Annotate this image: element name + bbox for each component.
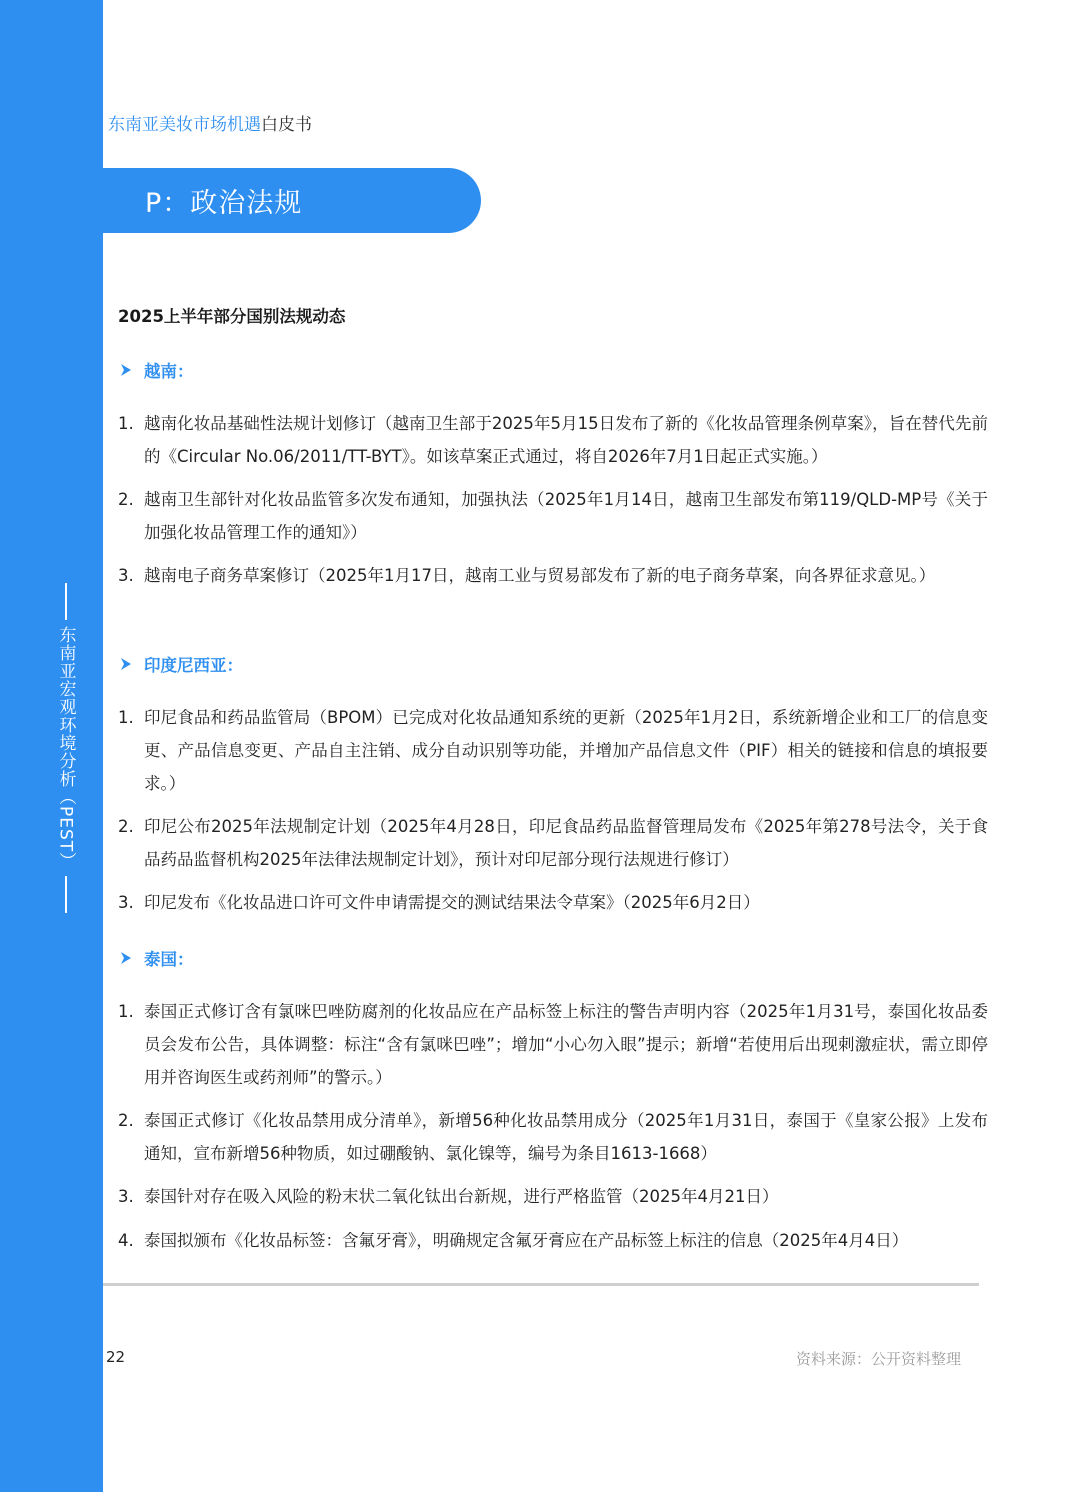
sidebar-line-bottom (65, 876, 67, 913)
arrow-right-icon (118, 950, 134, 966)
list-item-text: 印尼公布2025年法规制定计划（2025年4月28日，印尼食品药品监督管理局发布《2025年第278号法令，关于食品药品监督机构2025年法律法规制定计划》，预计对印尼部分现行法规进行修订） (144, 817, 988, 869)
list-item-text: 越南化妆品基础性法规计划修订（越南卫生部于2025年5月15日发布了新的《化妆品管理条例草案》，旨在替代先前的《Circular No.06/2011/TT-BYT》。如该草案正式通过，将自2026年7月1日起正式实施。） (144, 414, 988, 466)
list-item-text: 泰国正式修订含有氯咪巴唑防腐剂的化妆品应在产品标签上标注的警告声明内容（2025年1月31号，泰国化妆品委员会发布公告，具体调整：标注“含有氯咪巴唑”；增加“小心勿入眼”提示；新增“若使用后出现刺激症状，需立即停用并咨询医生或药剂师”的警示。） (144, 1002, 988, 1087)
sidebar-chapter-label (48, 583, 84, 913)
page-number: 22 (106, 1348, 126, 1366)
list-item-number: 1. (118, 414, 134, 433)
list-item-text: 泰国正式修订《化妆品禁用成分清单》，新增56种化妆品禁用成分（2025年1月31日，泰国于《皇家公报》上发布通知，宣布新增56种物质，如过硼酸钠、氯化镍等，编号为条目1613-1668） (144, 1111, 988, 1163)
country-heading-vietnam (118, 358, 194, 382)
list-item-text: 印尼食品和药品监管局（BPOM）已完成对化妆品通知系统的更新（2025年1月2日，系统新增企业和工厂的信息变更、产品信息变更、产品自主注销、成分自动识别等功能，并增加产品信息文件（PIF）相关的链接和信息的填报要求。） (144, 708, 988, 793)
list-item-text: 泰国拟颁布《化妆品标签：含氟牙膏》，明确规定含氟牙膏应在产品标签上标注的信息（2025年4月4日） (144, 1231, 909, 1250)
list-item (118, 810, 988, 876)
content-title: 2025上半年部分国别法规动态 (118, 307, 346, 326)
sidebar-line-top (65, 583, 67, 620)
country-heading-thailand (118, 946, 194, 970)
arrow-right-icon (118, 362, 134, 378)
list-item (118, 559, 988, 592)
list-item-number: 2. (118, 490, 134, 509)
list-item-text: 泰国针对存在吸入风险的粉末状二氧化钛出台新规，进行严格监管（2025年4月21日） (144, 1187, 779, 1206)
footer-divider (103, 1283, 979, 1286)
list-item-number: 1. (118, 1002, 134, 1021)
list-item (118, 483, 988, 549)
list-item-number: 1. (118, 708, 134, 727)
country-name: 越南： (144, 362, 194, 381)
section-banner (103, 168, 481, 233)
country-name: 印度尼西亚： (144, 656, 243, 675)
list-item-text: 越南卫生部针对化妆品监管多次发布通知，加强执法（2025年1月14日，越南卫生部发布第119/QLD-MP号《关于加强化妆品管理工作的通知》） (144, 490, 988, 542)
list-item-number: 4. (118, 1231, 134, 1250)
list-item-number: 2. (118, 817, 134, 836)
section-title: P：政治法规 (145, 188, 303, 219)
list-item (118, 1180, 988, 1213)
list-item (118, 1224, 988, 1257)
country-name: 泰国： (144, 950, 194, 969)
list-item (118, 995, 988, 1094)
list-item-number: 3. (118, 893, 134, 912)
list-item-number: 2. (118, 1111, 134, 1130)
sidebar-chapter-text: 东南亚宏观环境分析（PEST） (55, 625, 76, 871)
list-item (118, 701, 988, 800)
source-note: 资料来源：公开资料整理 (796, 1350, 962, 1368)
list-item (118, 1104, 988, 1170)
list-item-number: 3. (118, 1187, 134, 1206)
arrow-right-icon (118, 656, 134, 672)
country-heading-indonesia (118, 652, 243, 676)
list-item (118, 407, 988, 473)
list-item-number: 3. (118, 566, 134, 585)
list-item-text: 越南电子商务草案修订（2025年1月17日，越南工业与贸易部发布了新的电子商务草案，向各界征求意见。） (144, 566, 936, 585)
report-title-main: 东南亚美妆市场机遇 (108, 115, 261, 135)
list-item-text: 印尼发布《化妆品进口许可文件申请需提交的测试结果法令草案》（2025年6月2日） (144, 893, 760, 912)
report-title (108, 110, 312, 135)
list-item (118, 886, 988, 919)
report-title-suffix: 白皮书 (261, 115, 312, 135)
